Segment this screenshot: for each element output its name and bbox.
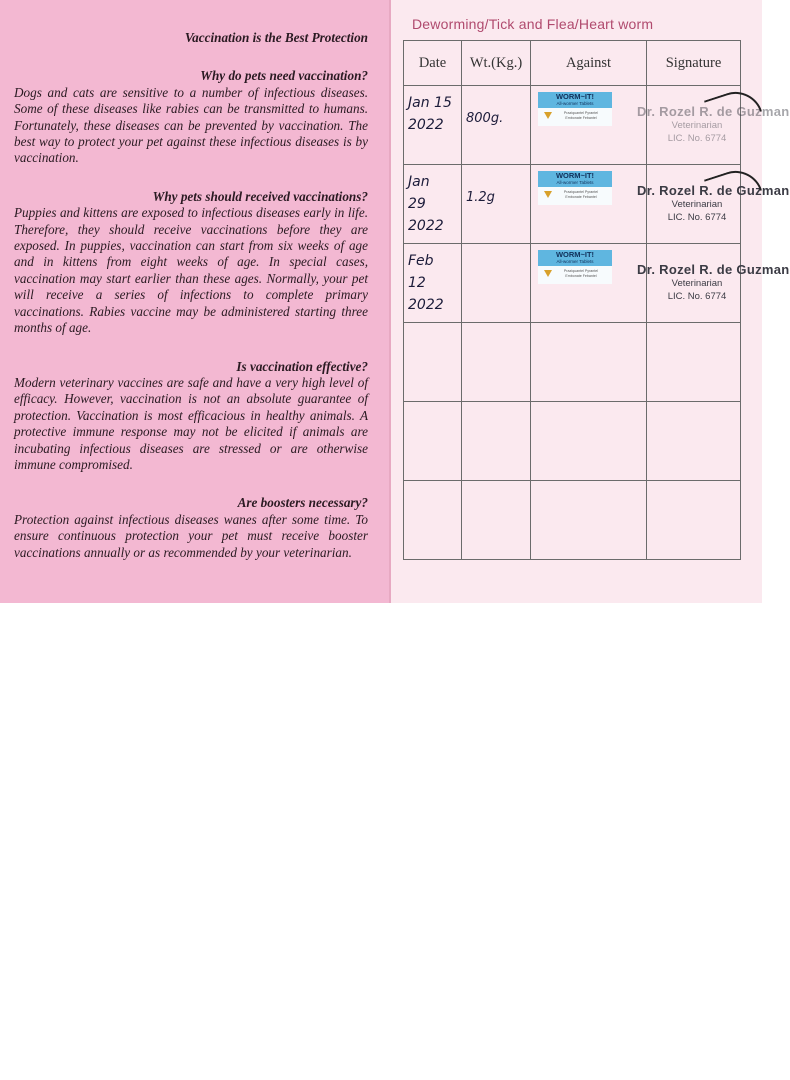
vet-name: Dr. Rozel R. de Guzman <box>637 183 790 198</box>
against-cell <box>531 402 647 481</box>
weight-cell <box>462 86 531 165</box>
column-header-weight: Wt.(Kg.) <box>462 41 531 86</box>
weight-cell <box>462 402 531 481</box>
vet-name: Dr. Rozel R. de Guzman <box>637 262 790 277</box>
section-body: Puppies and kittens are exposed to infectious diseases early in life. Therefore, they should receive vaccinations before they are exposed. In puppies, vaccination can start from six weeks of age and in kittens from eight weeks of age. In special cases, vaccination may start earlier than these ages. Normally, your pet will receive a series of infections to complete primary vaccinations. Rabies vaccine may be administered starting three months of age. <box>14 205 368 336</box>
handwritten-date <box>404 244 461 316</box>
signature-cell <box>637 86 790 165</box>
sticker-title: WORM~IT! <box>555 250 595 259</box>
section-heading: Is vaccination effective? <box>236 358 368 374</box>
table-row <box>404 165 741 244</box>
date-cell <box>404 481 462 560</box>
vet-title: Veterinarian <box>671 199 723 210</box>
booklet-fold <box>389 0 391 603</box>
sticker-ingredients: Praziquantel Pyrantel Embonate Febantel <box>563 111 599 120</box>
log-title: Deworming/Tick and Flea/Heart worm <box>412 16 654 32</box>
sticker-subtitle: All-wormer Tablets <box>556 259 594 264</box>
weight-cell <box>462 165 531 244</box>
handwritten-weight: 1.2g <box>466 190 495 205</box>
weight-cell <box>462 323 531 402</box>
caduceus-icon <box>544 270 552 277</box>
signature-cell <box>637 244 790 323</box>
signature-cell <box>637 165 790 244</box>
vet-stamp <box>637 262 790 303</box>
deworming-table <box>403 40 790 560</box>
date-line: 2022 <box>408 297 444 313</box>
worm-it-sticker <box>538 250 612 284</box>
date-cell <box>404 323 462 402</box>
date-cell <box>404 86 462 165</box>
handwritten-weight <box>462 244 530 266</box>
section-body: Protection against infectious diseases wanes after some time. To ensure continuous protection your pet must receive booster vaccinations annually or as recommended by your veterinarian. <box>14 511 368 560</box>
table-row <box>404 402 741 481</box>
handwritten-weight: 800g. <box>466 111 504 126</box>
sticker-ingredients: Praziquantel Pyrantel Embonate Febantel <box>563 269 599 278</box>
date-line: Jan <box>408 174 430 190</box>
vet-title: Veterinarian <box>671 120 723 131</box>
column-header-against: Against <box>531 41 647 86</box>
section-body: Modern veterinary vaccines are safe and have a very high level of efficacy. However, vaccination is not an absolute guarantee of protection. Vaccination is most efficacious in healthy animals. A protective immune response may not be elicited if animals are incubating infectious diseases are stressed or are otherwise immune compromised. <box>14 374 368 472</box>
vet-title: Veterinarian <box>671 278 723 289</box>
against-cell <box>531 165 647 244</box>
worm-it-sticker <box>538 171 612 205</box>
sticker-title: WORM~IT! <box>555 171 595 180</box>
vet-name: Dr. Rozel R. de Guzman <box>637 104 790 119</box>
info-text-column <box>14 30 368 561</box>
vet-license: LIC. No. 6774 <box>667 291 727 302</box>
handwritten-date <box>404 165 461 237</box>
signature-cell <box>647 402 741 481</box>
worm-it-sticker <box>538 92 612 126</box>
date-cell <box>404 244 462 323</box>
table-row <box>404 481 741 560</box>
date-cell <box>404 402 462 481</box>
sticker-title: WORM~IT! <box>555 92 595 101</box>
handwritten-date <box>404 86 461 136</box>
date-cell <box>404 165 462 244</box>
section-heading: Are boosters necessary? <box>237 495 368 511</box>
table-row <box>404 86 741 165</box>
against-cell <box>531 244 647 323</box>
date-line: 2022 <box>408 218 444 234</box>
weight-cell <box>462 244 531 323</box>
info-title: Vaccination is the Best Protection <box>184 30 368 45</box>
vet-license: LIC. No. 6774 <box>667 212 727 223</box>
caduceus-icon <box>544 191 552 198</box>
column-header-signature: Signature <box>647 41 741 86</box>
date-line: 29 <box>408 196 426 212</box>
section-heading: Why pets should received vaccinations? <box>152 188 368 204</box>
against-cell <box>531 86 647 165</box>
table-header-row <box>404 41 741 86</box>
weight-cell <box>462 481 531 560</box>
section-body: Dogs and cats are sensitive to a number of infectious diseases. Some of these diseases like rabies can be transmitted to humans. Fortunately, these diseases can be prevented by vaccination. The best way to protect your pet against these infectious diseases is by vaccination. <box>14 84 368 166</box>
date-line: 12 <box>408 275 426 291</box>
sticker-ingredients: Praziquantel Pyrantel Embonate Febantel <box>563 190 599 199</box>
column-header-date: Date <box>404 41 462 86</box>
date-line: Feb <box>408 253 434 269</box>
table-row <box>404 244 741 323</box>
against-cell <box>531 481 647 560</box>
caduceus-icon <box>544 112 552 119</box>
table-row <box>404 323 741 402</box>
section-heading: Why do pets need vaccination? <box>200 68 368 84</box>
sticker-subtitle: All-wormer Tablets <box>556 101 594 106</box>
signature-cell <box>647 323 741 402</box>
vet-license: LIC. No. 6774 <box>667 133 727 144</box>
date-line: Jan 15 <box>408 95 452 111</box>
date-line: 2022 <box>408 117 444 133</box>
signature-cell <box>647 481 741 560</box>
sticker-subtitle: All-wormer Tablets <box>556 180 594 185</box>
against-cell <box>531 323 647 402</box>
